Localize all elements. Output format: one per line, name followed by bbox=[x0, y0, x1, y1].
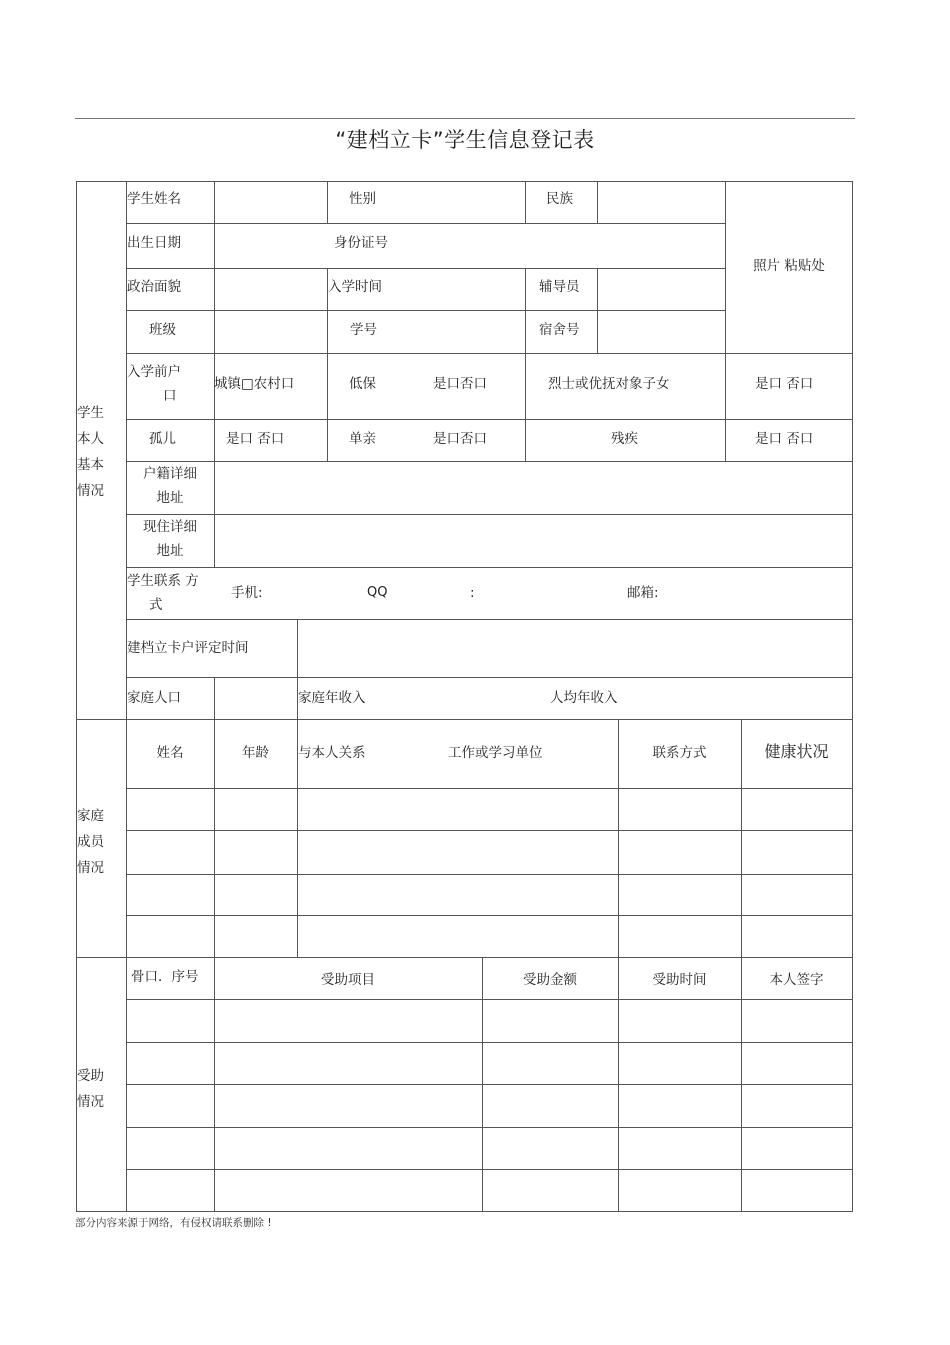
table-rule bbox=[76, 1211, 853, 1212]
table-rule bbox=[126, 268, 726, 269]
label-family-income: 家庭年收入 bbox=[298, 690, 366, 706]
value-hukou-options: 城镇□农村口 bbox=[214, 376, 295, 392]
section-aid-label: 受助 情况 bbox=[77, 1068, 104, 1110]
header-member-relation: 与本人关系 bbox=[298, 745, 366, 761]
label-orphan: 孤儿 bbox=[149, 431, 176, 447]
table-rule bbox=[327, 181, 328, 224]
label-disability: 残疾 bbox=[611, 431, 638, 447]
table-rule bbox=[126, 788, 853, 789]
form-title: “建档立卡”学生信息登记表 bbox=[335, 128, 595, 152]
header-member-health: 健康状况 bbox=[764, 742, 829, 761]
header-member-contact: 联系方式 bbox=[652, 745, 707, 761]
label-family-size: 家庭人口 bbox=[127, 690, 181, 706]
table-rule bbox=[482, 957, 483, 1212]
table-rule bbox=[126, 514, 853, 515]
table-rule bbox=[214, 957, 215, 1212]
table-rule bbox=[126, 874, 853, 875]
label-current-address: 现住详细 地址 bbox=[143, 519, 197, 559]
table-rule bbox=[214, 461, 215, 568]
footer-note: 部分内容来源于网络，有侵权请联系删除 ! bbox=[75, 1217, 272, 1229]
header-aid-seq: 骨口．序号 bbox=[131, 969, 199, 985]
section-family-label: 家庭 成员 情况 bbox=[77, 808, 104, 876]
label-single-parent: 单亲 bbox=[349, 431, 376, 447]
value-orphan-options: 是口 否口 bbox=[226, 431, 285, 447]
table-rule bbox=[525, 353, 526, 462]
table-rule bbox=[76, 957, 853, 958]
label-contact: 学生联系 方 式 bbox=[127, 573, 199, 613]
value-dibao-options: 是口否口 bbox=[433, 376, 487, 392]
table-rule bbox=[126, 353, 853, 354]
header-aid-project: 受助项目 bbox=[321, 972, 375, 988]
table-rule bbox=[597, 181, 598, 224]
value-single-parent-options: 是口否口 bbox=[433, 431, 487, 447]
table-rule bbox=[126, 915, 853, 916]
label-hukou-address: 户籍详细 地址 bbox=[143, 466, 197, 506]
label-dibao: 低保 bbox=[349, 376, 376, 392]
top-rule bbox=[75, 118, 855, 119]
table-rule bbox=[126, 310, 726, 311]
table-rule bbox=[725, 181, 726, 462]
table-rule bbox=[126, 830, 853, 831]
label-email: 邮箱: bbox=[627, 585, 659, 601]
label-enroll-time: 入学时间 bbox=[328, 279, 382, 295]
label-dorm: 宿舍号 bbox=[539, 322, 580, 338]
table-rule bbox=[852, 181, 853, 1212]
header-member-name: 姓名 bbox=[156, 745, 184, 761]
table-rule bbox=[126, 1169, 853, 1170]
label-per-capita-income: 人均年收入 bbox=[550, 690, 618, 706]
table-rule bbox=[126, 1042, 853, 1043]
header-aid-amount: 受助金额 bbox=[523, 972, 577, 988]
table-rule bbox=[214, 677, 215, 720]
table-rule bbox=[126, 1127, 853, 1128]
label-pre-hukou: 入学前户 口 bbox=[127, 364, 181, 404]
header-member-age: 年龄 bbox=[242, 745, 269, 761]
table-rule bbox=[76, 181, 853, 182]
label-political-status: 政治面貌 bbox=[127, 279, 181, 295]
table-rule bbox=[126, 461, 853, 462]
table-rule bbox=[126, 223, 726, 224]
table-rule bbox=[618, 957, 619, 1212]
table-rule bbox=[126, 677, 853, 678]
section-basic-label: 学生 本人 基本 情况 bbox=[77, 405, 104, 499]
table-rule bbox=[525, 268, 526, 354]
value-disability-options: 是口 否口 bbox=[755, 431, 814, 447]
table-rule bbox=[741, 957, 742, 1212]
table-rule bbox=[126, 567, 853, 568]
label-ethnicity: 民族 bbox=[546, 191, 573, 207]
table-rule bbox=[126, 419, 853, 420]
header-aid-signature: 本人签字 bbox=[769, 972, 824, 988]
table-rule bbox=[214, 181, 215, 462]
label-class: 班级 bbox=[149, 322, 176, 338]
label-counselor: 辅导员 bbox=[539, 279, 580, 295]
label-student-id: 学号 bbox=[350, 322, 377, 338]
table-rule bbox=[126, 999, 853, 1000]
label-qq: QQ bbox=[367, 585, 388, 600]
label-qq-colon: : bbox=[470, 585, 475, 601]
label-martyr: 烈士或优抚对象子女 bbox=[548, 376, 670, 392]
label-photo: 照片 粘贴处 bbox=[753, 258, 825, 274]
value-martyr-options: 是口 否口 bbox=[755, 376, 814, 392]
header-aid-time: 受助时间 bbox=[652, 972, 707, 988]
table-rule bbox=[597, 268, 598, 354]
table-rule bbox=[76, 719, 853, 720]
header-member-work-unit: 工作或学习单位 bbox=[448, 745, 543, 761]
label-rating-time: 建档立卡户评定时间 bbox=[127, 640, 249, 656]
label-id-number: 身份证号 bbox=[334, 235, 388, 251]
table-rule bbox=[126, 1084, 853, 1085]
table-rule bbox=[525, 181, 526, 224]
label-phone: 手机: bbox=[231, 585, 263, 601]
table-rule bbox=[126, 619, 853, 620]
label-birth-date: 出生日期 bbox=[127, 235, 181, 251]
label-student-name: 学生姓名 bbox=[127, 191, 181, 207]
table-rule bbox=[76, 181, 77, 1212]
label-gender: 性别 bbox=[349, 191, 376, 207]
